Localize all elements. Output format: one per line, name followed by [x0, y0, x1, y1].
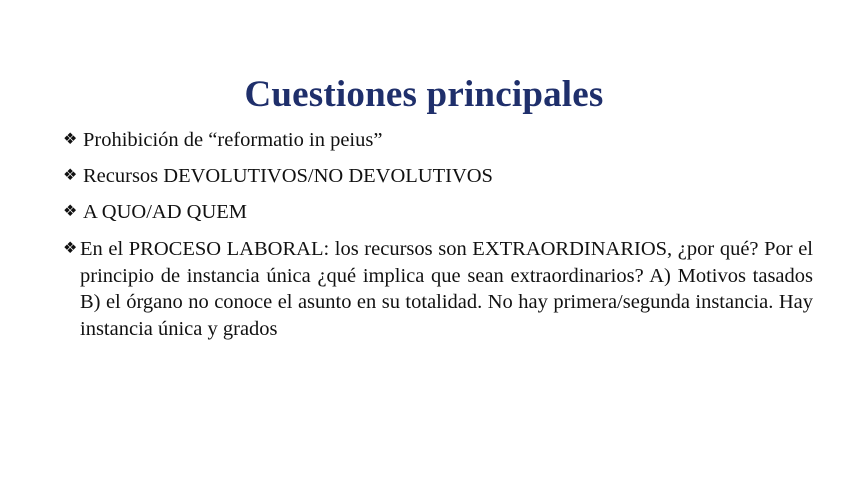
diamond-bullet-icon: ❖	[63, 203, 78, 220]
bullet-list	[63, 128, 813, 354]
bullet-text: A QUO/AD QUEM	[83, 201, 247, 223]
bullet-item	[63, 128, 813, 152]
bullet-text: Recursos DEVOLUTIVOS/NO DEVOLUTIVOS	[83, 165, 493, 187]
diamond-bullet-icon: ❖	[63, 167, 78, 184]
diamond-bullet-icon: ❖	[63, 240, 78, 257]
bullet-item	[63, 164, 813, 188]
slide-title: Cuestiones principales	[244, 73, 604, 115]
bullet-text: Prohibición de “reformatio in peius”	[83, 129, 383, 151]
bullet-item	[63, 200, 813, 224]
diamond-bullet-icon: ❖	[63, 131, 78, 148]
bullet-text: En el PROCESO LABORAL: los recursos son EXTRAORDINARIOS, ¿por qué? Por el principio de instancia única ¿qué implica que sean extraordinarios? A) Motivos tasados B) el órgano no conoce el asunto en su totalidad. No hay primera/segunda instancia. Hay instancia única y grados	[80, 238, 813, 340]
bullet-item	[63, 236, 813, 342]
